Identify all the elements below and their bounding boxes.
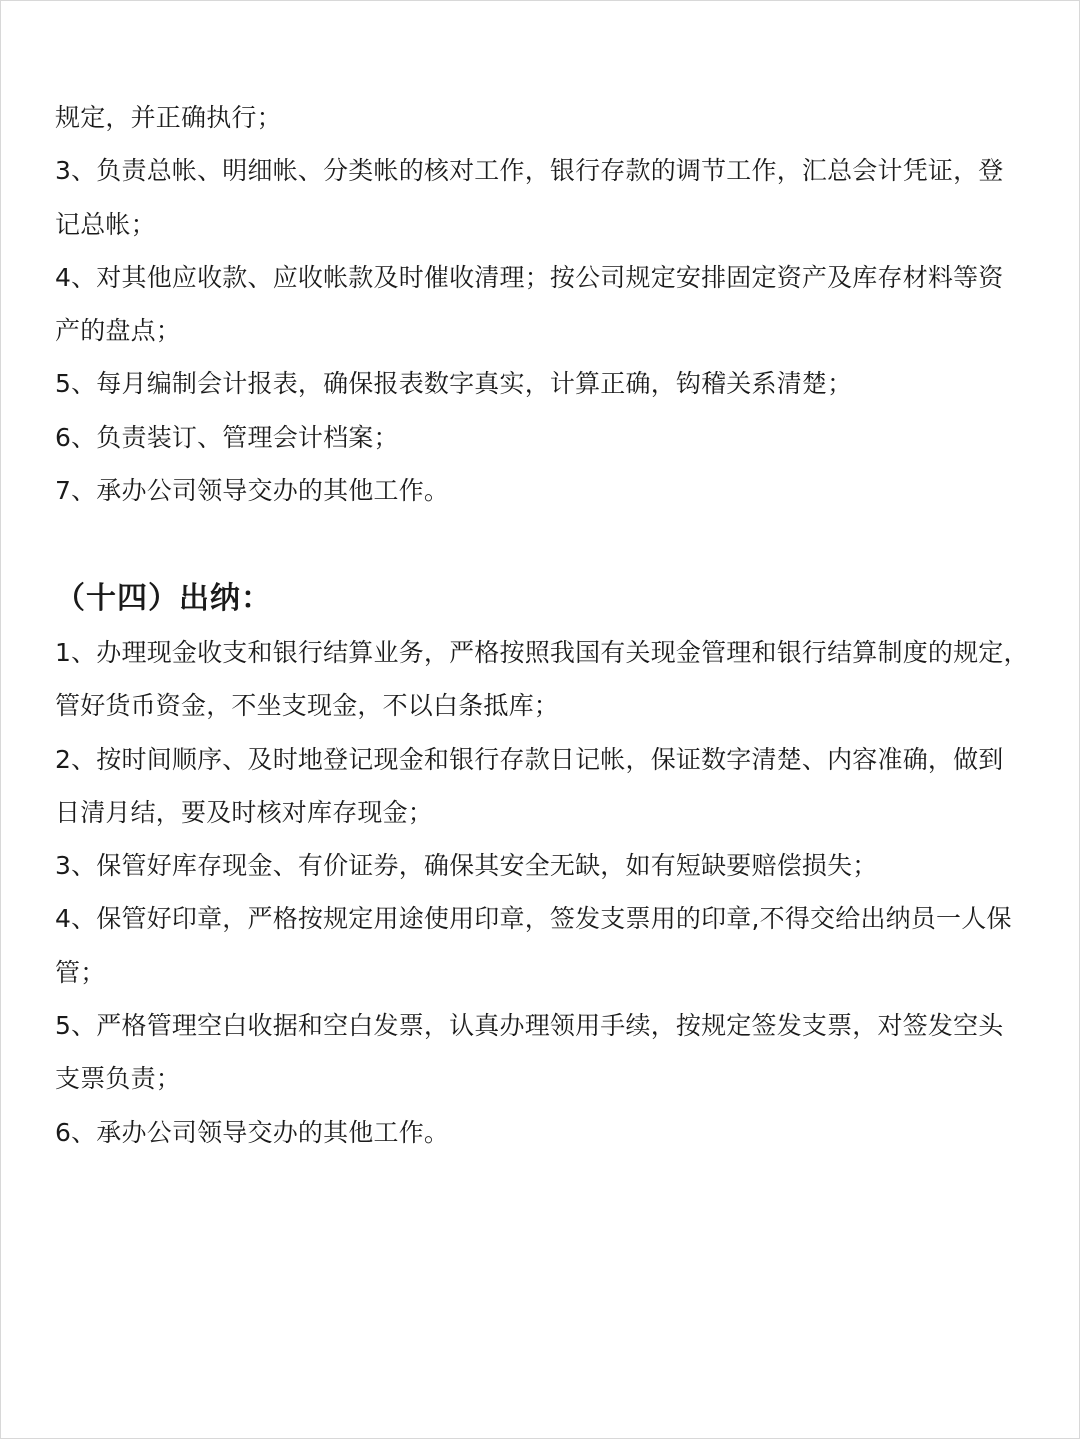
text-line: 支票负责； <box>55 1064 182 1094</box>
text-line: 4、对其他应收款、应收帐款及时催收清理；按公司规定安排固定资产及库存材料等资 <box>55 262 1004 292</box>
text-line: 记总帐； <box>55 209 156 239</box>
text-line: 7、承办公司领导交办的其他工作。 <box>55 476 450 506</box>
text-line: 规定，并正确执行； <box>55 103 282 132</box>
accounting-duties-continued <box>55 91 1015 517</box>
text-line: 管； <box>55 957 106 987</box>
text-line: 2、按时间顺序、及时地登记现金和银行存款日记帐，保证数字清楚、内容准确，做到 <box>55 744 1004 774</box>
text-line: 1、办理现金收支和银行结算业务，严格按照我国有关现金管理和银行结算制度的规定， <box>55 638 1029 667</box>
text-line: 6、负责装订、管理会计档案； <box>55 422 399 452</box>
text-line: 5、严格管理空白收据和空白发票，认真办理领用手续，按规定签发支票，对签发空头 <box>55 1011 1004 1041</box>
text-line: 日清月结，要及时核对库存现金； <box>55 797 434 827</box>
text-line: 管好货币资金，不坐支现金，不以白条抵库； <box>55 691 560 721</box>
text-line: 4、保管好印章，严格按规定用途使用印章，签发支票用的印章,不得交给出纳员一人保 <box>55 904 1012 934</box>
text-line: 6、承办公司领导交办的其他工作。 <box>55 1117 450 1147</box>
text-line: 3、保管好库存现金、有价证券，确保其安全无缺，如有短缺要赔偿损失； <box>55 851 878 881</box>
text-line: 3、负责总帐、明细帐、分类帐的核对工作，银行存款的调节工作，汇总会计凭证，登 <box>55 156 1004 186</box>
text-line: 产的盘点； <box>55 316 182 346</box>
section-heading-cashier: （十四）出纳： <box>55 581 272 616</box>
text-line: 5、每月编制会计报表，确保报表数字真实，计算正确，钩稽关系清楚； <box>55 369 853 399</box>
cashier-duties <box>55 626 1029 1159</box>
